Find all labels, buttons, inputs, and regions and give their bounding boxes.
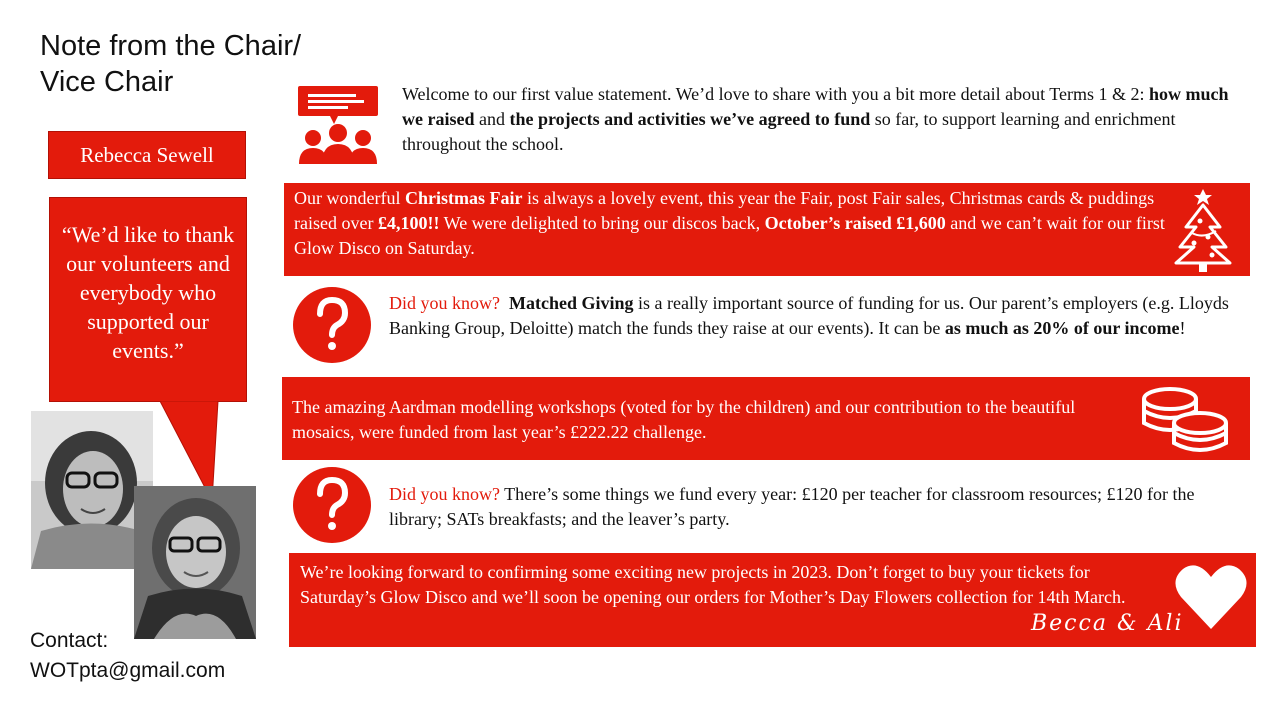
did-you-know-label: Did you know? xyxy=(389,293,500,313)
yearly-text: There’s some things we fund every year: £120 per teacher for classroom resources; £120 for the library; SATs breakfasts; and the leaver’s party. xyxy=(389,484,1195,529)
heart-icon xyxy=(1175,563,1247,631)
title-line-1: Note from the Chair/ xyxy=(40,30,302,62)
quote-text: “We’d like to thank our volunteers and everybody who supported our events.” xyxy=(61,222,235,363)
christmas-fair-panel xyxy=(284,183,1250,276)
christmas-bold-3: October’s raised £1,600 xyxy=(764,213,946,233)
name-badge: Rebecca Sewell xyxy=(48,131,246,179)
closing-text: We’re looking forward to confirming some exciting new projects in 2023. Don’t forget to buy your tickets for Saturday’s Glow Disco and we’ll soon be opening our orders for Mother’s Day Flowers collection for 14th March. xyxy=(300,562,1126,607)
christmas-bold-2: £4,100!! xyxy=(377,213,440,233)
intro-part-1: Welcome to our first value statement. We’d love to share with you a bit more detail about Terms 1 & 2: xyxy=(402,84,1149,104)
chat-group-icon xyxy=(296,86,380,164)
matched-bold-2: as much as 20% of our income xyxy=(944,318,1180,338)
page-title xyxy=(40,28,301,100)
christmas-bold-1: Christmas Fair xyxy=(404,188,523,208)
matched-bold-1: Matched Giving xyxy=(509,293,634,313)
signature: Becca & Ali xyxy=(1031,611,1184,636)
photo-ali xyxy=(134,486,256,639)
christmas-part-1: Our wonderful xyxy=(294,188,405,208)
title-line-2: Vice Chair xyxy=(40,66,174,98)
intro-part-3: so far, to support learning and enrichment throughout the school. xyxy=(402,109,1176,154)
matched-giving-text xyxy=(389,291,1239,341)
matched-part-1: is a really important source of funding for us. Our parent’s employers (e.g. Lloyds Banking Group, Deloitte) match the funds they raise at our events). It can be xyxy=(389,293,1229,338)
did-you-know-label: Did you know? xyxy=(389,484,500,504)
christmas-part-4: and we can’t wait for our first Glow Disco on Saturday. xyxy=(294,213,1165,258)
christmas-part-3: We were delighted to bring our discos back, xyxy=(439,213,765,233)
contact-email[interactable]: WOTpta@gmail.com xyxy=(30,659,226,682)
question-mark-icon xyxy=(292,466,372,544)
intro-text xyxy=(402,82,1232,157)
aardman-panel xyxy=(282,377,1250,460)
matched-part-2: ! xyxy=(1179,318,1186,338)
yearly-funding-text xyxy=(389,482,1249,532)
intro-bold-1: how much we raised xyxy=(402,84,1229,129)
christmas-fair-text xyxy=(294,186,1174,261)
aardman-text: The amazing Aardman modelling workshops (voted for by the children) and our contribution to the beautiful mosaics, were funded from last year’s £222.22 challenge. xyxy=(292,397,1076,442)
question-mark-icon xyxy=(292,286,372,364)
intro-bold-2: the projects and activities we’ve agreed to fund xyxy=(509,109,871,129)
contact-block xyxy=(30,626,225,686)
quote-bubble xyxy=(49,197,247,402)
intro-part-2: and xyxy=(474,109,510,129)
christmas-tree-icon xyxy=(1172,187,1234,273)
contact-label: Contact: xyxy=(30,629,109,652)
coins-icon xyxy=(1140,385,1230,455)
christmas-part-2: is always a lovely event, this year the Fair, post Fair sales, Christmas cards & puddings raised over xyxy=(294,188,1155,233)
closing-panel xyxy=(289,553,1256,647)
